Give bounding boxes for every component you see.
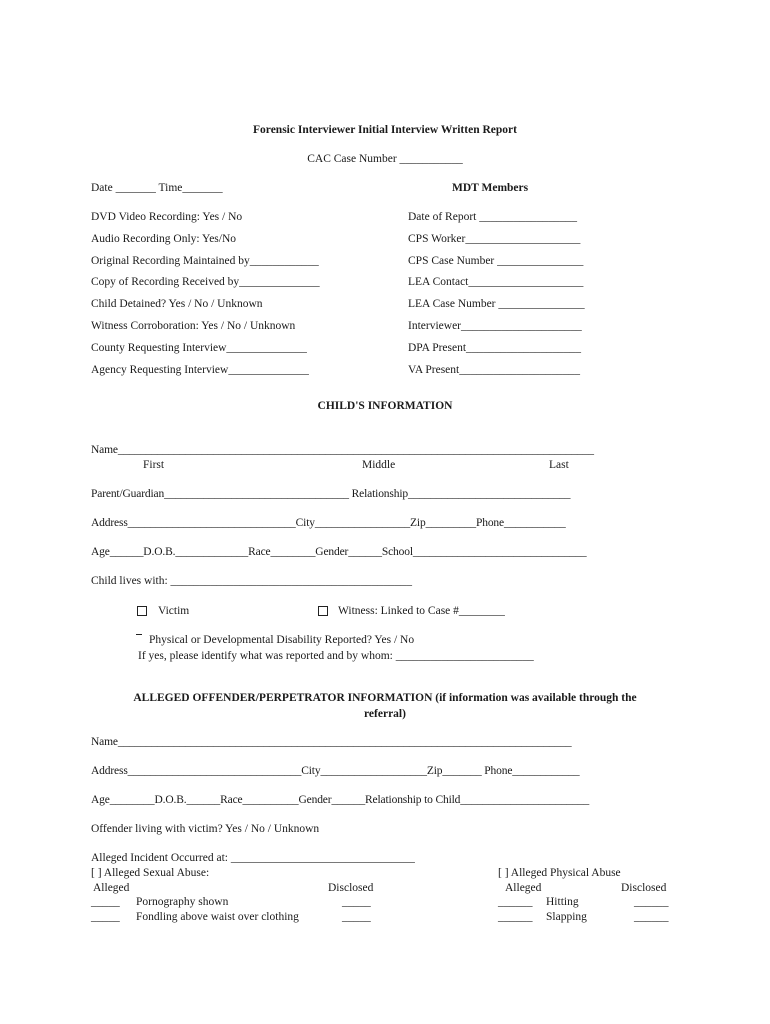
pornography-alleged-blank: _____ (91, 896, 120, 908)
offender-living-with-victim: Offender living with victim? Yes / No / Unknown (91, 823, 320, 835)
child-address-line: Address______________________________City_________________Zip_________Phone___________ (91, 517, 566, 529)
hitting-label: Hitting (546, 896, 579, 908)
child-age-line: Age______D.O.B._____________Race________Gender______School_______________________________ (91, 546, 587, 558)
date-time-line: Date _______ Time_______ (91, 182, 223, 194)
hitting-disclosed-blank: ______ (634, 896, 669, 908)
cac-case-number: CAC Case Number ___________ (307, 153, 463, 165)
cps-worker-field: CPS Worker____________________ (408, 233, 581, 245)
copy-recording-field: Copy of Recording Received by______________ (91, 276, 320, 288)
child-lives-with-line: Child lives with: __________________________________________ (91, 575, 413, 587)
pornography-disclosed-blank: _____ (342, 896, 371, 908)
fondling-label: Fondling above waist over clothing (136, 911, 299, 923)
fondling-alleged-blank: _____ (91, 911, 120, 923)
county-requesting-field: County Requesting Interview______________ (91, 342, 307, 354)
slapping-label: Slapping (546, 911, 587, 923)
name-middle-label: Middle (362, 459, 396, 471)
physical-abuse-heading: [ ] Alleged Physical Abuse (498, 867, 621, 879)
page-title: Forensic Interviewer Initial Interview Written Report (253, 124, 517, 136)
agency-requesting-field: Agency Requesting Interview______________ (91, 364, 309, 376)
hitting-alleged-blank: ______ (498, 896, 533, 908)
interviewer-field: Interviewer_____________________ (408, 320, 582, 332)
witness-label: Witness: Linked to Case #________ (338, 605, 505, 617)
name-last-label: Last (549, 459, 569, 471)
lea-case-number-field: LEA Case Number _______________ (408, 298, 585, 310)
mdt-members-heading: MDT Members (452, 182, 529, 194)
incident-location-line: Alleged Incident Occurred at: ________________________________ (91, 852, 415, 864)
dvd-recording-field: DVD Video Recording: Yes / No (91, 211, 243, 223)
witness-corroboration-field: Witness Corroboration: Yes / No / Unknown (91, 320, 296, 332)
parent-guardian-line: Parent/Guardian_________________________________ Relationship_____________________________ (91, 488, 571, 500)
name-first-label: First (143, 459, 165, 471)
va-present-field: VA Present_____________________ (408, 364, 580, 376)
offender-age-line: Age________D.O.B.______Race__________Gender______Relationship to Child_______________________ (91, 794, 590, 806)
sexual-alleged-label: Alleged (93, 882, 130, 894)
offender-address-line: Address_______________________________City___________________Zip_______ Phone____________ (91, 765, 580, 777)
disability-followup: If yes, please identify what was reported and by whom: ________________________ (138, 650, 534, 662)
audio-recording-field: Audio Recording Only: Yes/No (91, 233, 237, 245)
slapping-disclosed-blank: ______ (634, 911, 669, 923)
physical-disclosed-label: Disclosed (621, 882, 667, 894)
sexual-disclosed-label: Disclosed (328, 882, 374, 894)
cps-case-number-field: CPS Case Number _______________ (408, 255, 584, 267)
original-recording-field: Original Recording Maintained by____________ (91, 255, 319, 267)
child-name-line: Name_____________________________________________________________________________________ (91, 444, 594, 456)
victim-label: Victim (158, 605, 190, 617)
date-of-report-field: Date of Report _________________ (408, 211, 577, 223)
lea-contact-field: LEA Contact____________________ (408, 276, 584, 288)
sexual-abuse-heading: [ ] Alleged Sexual Abuse: (91, 867, 210, 879)
dpa-present-field: DPA Present____________________ (408, 342, 582, 354)
disability-marker (136, 634, 142, 635)
offender-heading-continued: referral) (364, 708, 406, 720)
pornography-label: Pornography shown (136, 896, 229, 908)
fondling-disclosed-blank: _____ (342, 911, 371, 923)
victim-checkbox[interactable] (137, 606, 147, 616)
slapping-alleged-blank: ______ (498, 911, 533, 923)
child-detained-field: Child Detained? Yes / No / Unknown (91, 298, 263, 310)
offender-name-line: Name_________________________________________________________________________________ (91, 736, 572, 748)
offender-heading: ALLEGED OFFENDER/PERPETRATOR INFORMATION (if information was available through the (133, 692, 637, 704)
witness-checkbox[interactable] (318, 606, 328, 616)
childs-information-heading: CHILD'S INFORMATION (317, 400, 453, 412)
physical-alleged-label: Alleged (505, 882, 542, 894)
disability-question: Physical or Developmental Disability Reported? Yes / No (149, 634, 415, 646)
